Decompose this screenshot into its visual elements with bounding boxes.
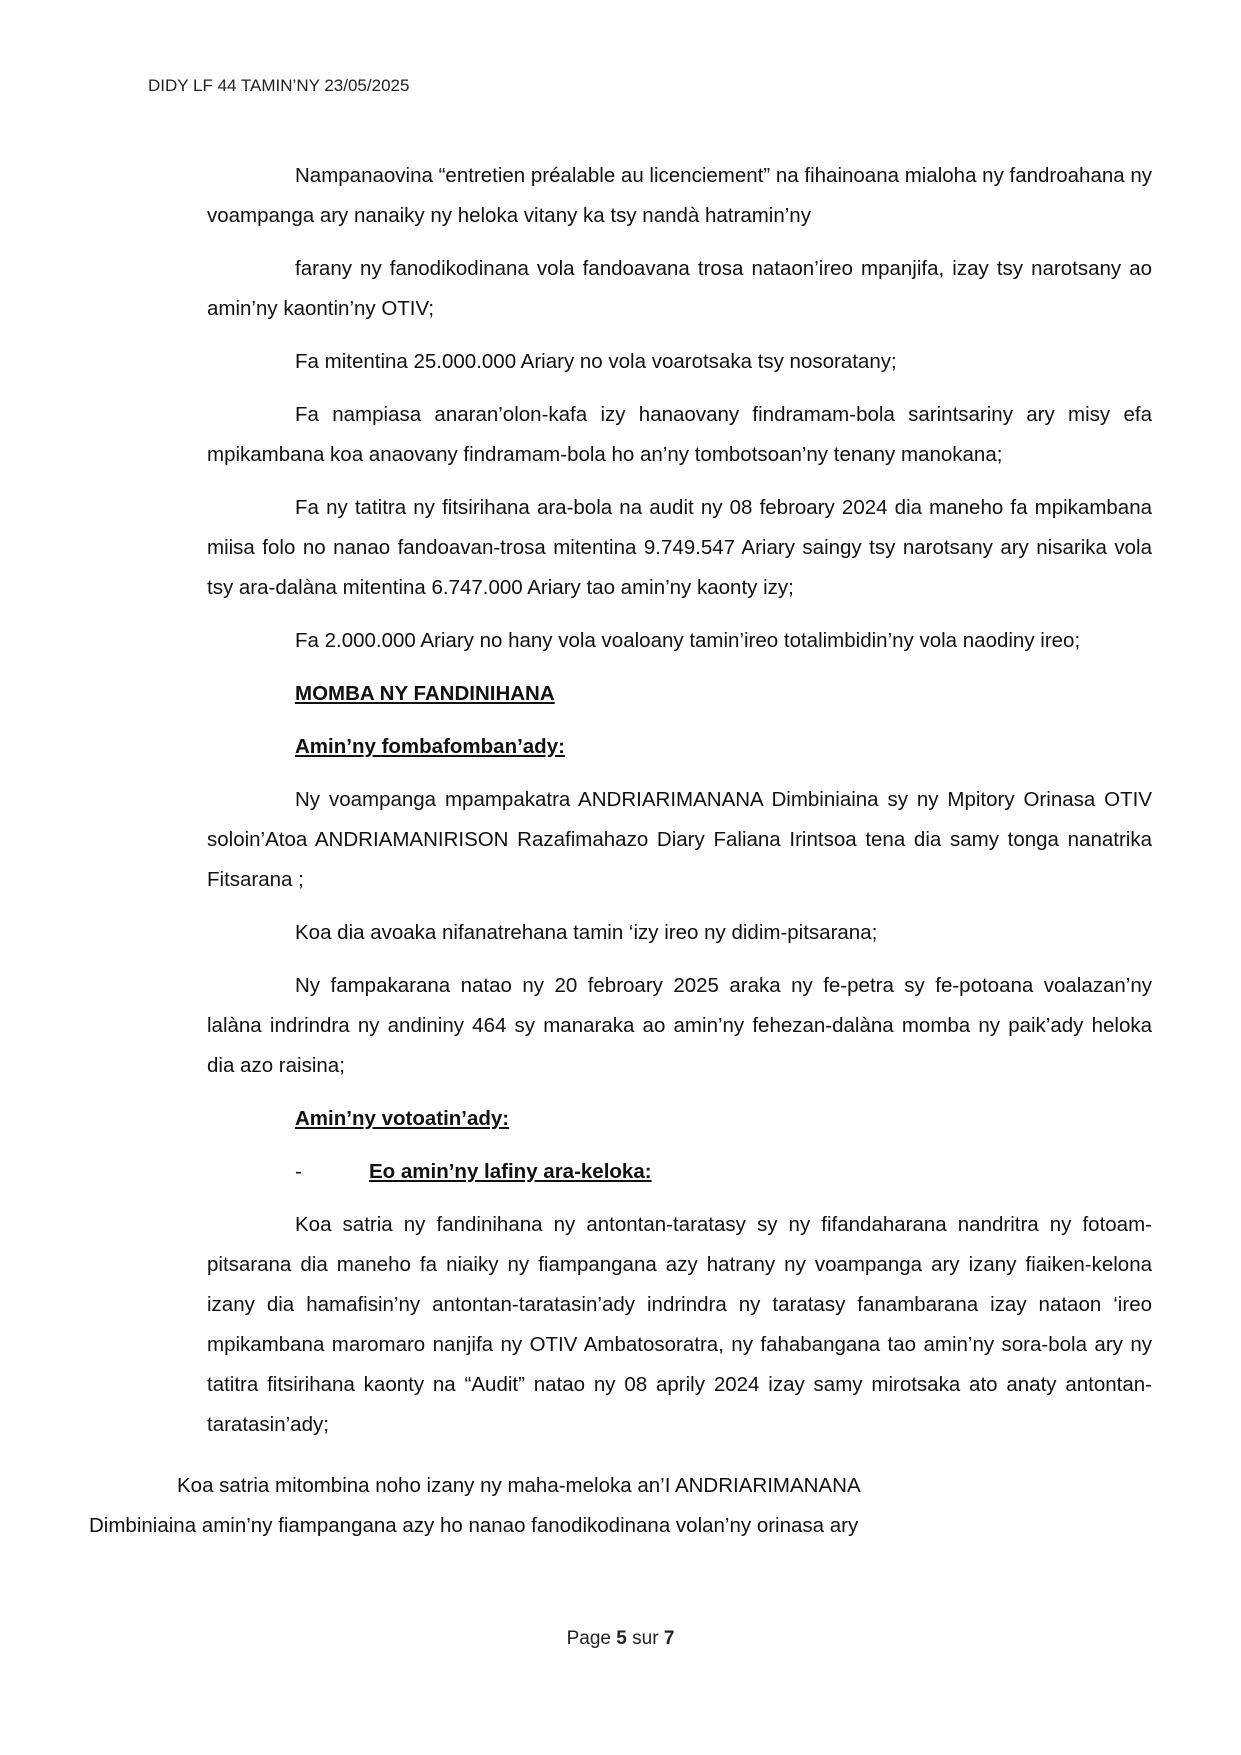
paragraph: farany ny fanodikodinana vola fandoavana trosa nataon’ireo mpanjifa, izay tsy narotsany ao amin’ny kaontin’ny OTIV; (207, 257, 1152, 320)
page-prefix: Page (566, 1628, 611, 1649)
paragraph: Koa dia avoaka nifanatrehana tamin ‘izy ireo ny didim-pitsarana; (295, 921, 878, 944)
trailing-line-2: Dimbiniaina amin’ny fiampangana azy ho nanao fanodikodinana volan’ny orinasa ary (89, 1514, 859, 1537)
page-separator: sur (632, 1628, 659, 1649)
subsection-title: Amin’ny votoatin’ady: (295, 1107, 510, 1130)
page-number (0, 1628, 1241, 1650)
paragraph: Fa mitentina 25.000.000 Ariary no vola voarotsaka tsy nosoratany; (295, 350, 897, 373)
bullet-heading (207, 1152, 1152, 1192)
paragraph: Koa satria ny fandinihana ny antontan-taratasy sy ny fifandaharana nandritra ny fotoam-pitsarana dia maneho fa niaiky ny fiampangana azy hatrany ny voampanga ary izany fiaiken-kelona izany dia hamafisin’ny antontan-taratasin’ady indrindra ny taratasy fanambarana izay nataon ‘ireo mpikambana maromaro nanjifa ny OTIV Ambatosoratra, ny fahabangana tao amin’ny sora-bola ary ny tatitra fitsirihana kaonty na “Audit” natao ny 08 aprily 2024 izay samy mirotsaka ato anaty antontan-taratasin’ady; (207, 1213, 1152, 1436)
paragraph: Ny voampanga mpampakatra ANDRIARIMANANA Dimbiniaina sy ny Mpitory Orinasa OTIV soloin’Atoa ANDRIAMANIRISON Razafimahazo Diary Faliana Irintsoa tena dia samy tonga nanatrika Fitsarana ; (207, 788, 1152, 891)
subsection-title: Amin’ny fombafomban’ady: (295, 735, 565, 758)
page-current: 5 (616, 1628, 627, 1649)
bullet-title: Eo amin’ny lafiny ara-keloka: (369, 1160, 652, 1183)
paragraph: Fa 2.000.000 Ariary no hany vola voaloany tamin’ireo totalimbidin’ny vola naodiny ireo; (295, 629, 1081, 652)
document-header: DIDY LF 44 TAMIN’NY 23/05/2025 (148, 76, 410, 95)
paragraph: Ny fampakarana natao ny 20 febroary 2025 araka ny fe-petra sy fe-potoana voalazan’ny lalàna indrindra ny andininy 464 sy manaraka ao amin’ny fehezan-dalàna momba ny paik’ady heloka dia azo raisina; (207, 974, 1152, 1077)
trailing-line-1: Koa satria mitombina noho izany ny maha-meloka an’I ANDRIARIMANANA (177, 1474, 861, 1497)
paragraph: Fa ny tatitra ny fitsirihana ara-bola na audit ny 08 febroary 2024 dia maneho fa mpikambana miisa folo no nanao fandoavan-trosa mitentina 9.749.547 Ariary saingy tsy narotsany ary nisarika vola tsy ara-dalàna mitentina 6.747.000 Ariary tao amin’ny kaonty izy; (207, 496, 1152, 599)
bullet-dash: - (295, 1160, 302, 1183)
paragraph: Nampanaovina “entretien préalable au licenciement” na fihainoana mialoha ny fandroahana ny voampanga ary nanaiky ny heloka vitany ka tsy nandà hatramin’ny (207, 164, 1153, 227)
paragraph: Fa nampiasa anaran’olon-kafa izy hanaovany findramam-bola sarintsariny ary misy efa mpikambana koa anaovany findramam-bola ho an’ny tombotsoan’ny tenany manokana; (207, 403, 1152, 466)
section-title: MOMBA NY FANDINIHANA (295, 682, 555, 705)
page-total: 7 (663, 1628, 675, 1649)
document-body (207, 156, 1152, 1458)
